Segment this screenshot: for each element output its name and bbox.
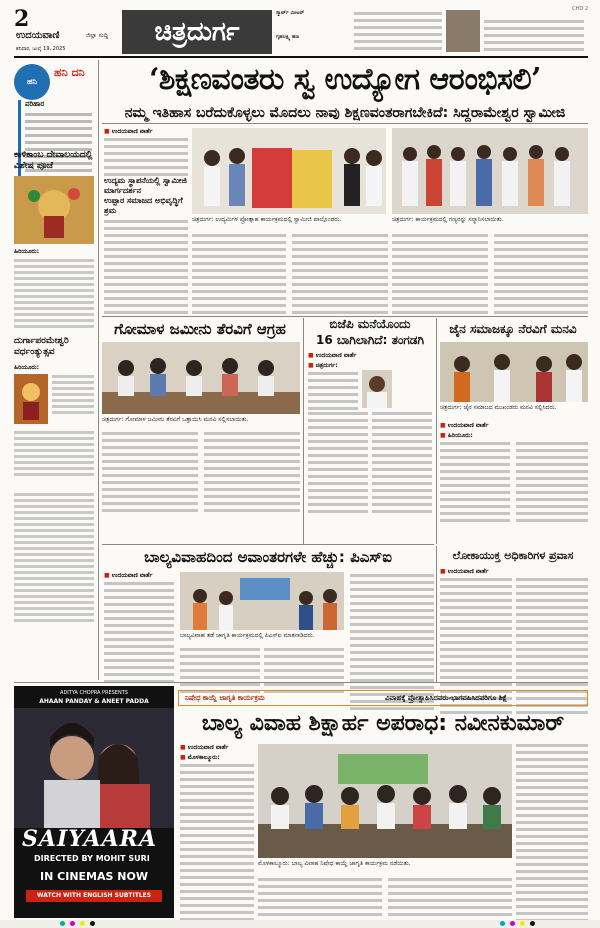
registration-dot-yellow-2	[520, 921, 525, 926]
registration-dot-magenta-2	[510, 921, 515, 926]
lead-photo-1	[192, 128, 386, 214]
sidebar-story-2-head: ದುರ್ಗಾಪರಮೇಶ್ವರಿ ವರ್ಧಂತ್ಯುತ್ಸವ	[14, 336, 69, 357]
legal-awareness-photo	[258, 744, 512, 858]
section-rule-2	[102, 544, 434, 545]
portrait-icon	[362, 370, 392, 408]
poster-couple-icon	[14, 708, 174, 828]
lokayukta-byline: ■ ಉದಯವಾಣಿ ವಾರ್ತೆ	[440, 568, 488, 576]
teaser-photo	[446, 10, 480, 52]
bjp-headline-1: ಬಿಜೆಪಿ ಮನೆಯೊಂದು	[329, 317, 411, 331]
child-photo	[180, 572, 344, 630]
deity-photo	[14, 374, 48, 424]
registration-dot-cyan-2	[500, 921, 505, 926]
registration-strip	[0, 920, 600, 928]
jain-headline: ಜೈನ ಸಮಾಜಕ್ಕೂ ನೆರವಿಗೆ ಮನವಿ	[449, 322, 577, 336]
lead-text-col-3	[292, 234, 388, 318]
lead-headline: ‘ಶಿಕ್ಷಣವಂತರು ಸ್ವ ಉದ್ಯೋಗ ಆರಂಭಿಸಲಿ’	[148, 62, 542, 97]
lead-byline: ■ ಉದಯವಾಣಿ ವಾರ್ತೆ	[104, 128, 152, 136]
naveen-dateline: ■ ಮೊಳಕಾಲ್ಮೂರು:	[180, 754, 220, 762]
meeting-photo	[102, 342, 300, 414]
naveen-byline: ■ ಉದಯವಾಣಿ ವಾರ್ತೆ	[180, 744, 228, 752]
column-rule-2	[303, 318, 304, 544]
lead-text-col-5	[494, 234, 588, 318]
lokayukta-headline: ಲೋಕಾಯುಕ್ತ ಅಧಿಕಾರಿಗಳ ಪ್ರವಾಸ	[452, 549, 574, 562]
child-caption: ಬಾಲ್ಯವಿವಾಹ ತಡೆ ಜಾಗೃತಿ ಕಾರ್ಯಕ್ರಮದಲ್ಲಿ ಪಿಎಸ್‌ಐ ಮಾತನಾಡಿದರು.	[180, 632, 315, 639]
child-marriage-headline: ಬಾಲ್ಯವಿವಾಹದಿಂದ ಅವಾಂತರಗಳೇ ಹೆಚ್ಚು: ಪಿಎಸ್‌ಐ	[144, 548, 392, 566]
teaser-2-title: ಗೃಹಲಕ್ಷ್ಮಿ ಹಣ	[276, 34, 299, 40]
naveen-text-4	[516, 744, 588, 928]
naveen-photo	[258, 744, 512, 858]
jain-caption: ಚಿತ್ರದುರ್ಗ: ಜೈನ ಸಮಾಜದ ಮುಖಂಡರು ಮನವಿ ಸಲ್ಲಿಸಿದರು.	[440, 404, 557, 411]
felicitation-photo	[392, 128, 588, 214]
page-number: 2	[14, 6, 30, 32]
column-rule-3	[436, 318, 437, 544]
registration-dot-magenta	[70, 921, 75, 926]
lead-subheadline: ನಮ್ಮ ಇತಿಹಾಸ ಬರೆದುಕೊಳ್ಳಲು ಮೊದಲು ನಾವು ಶಿಕ್ಷಣವಂತರಾಗಬೇಕಿದೆ: ಸಿದ್ದರಾಮೇಶ್ವರ ಸ್ವಾಮೀಜಿ	[102, 102, 588, 124]
sidebar-box-title: ಪರಿಹಾರ	[25, 100, 45, 108]
bjp-text-2	[372, 412, 432, 517]
sidebar-notice-text	[14, 490, 94, 625]
jain-text-2	[516, 442, 588, 526]
lead-photo-2	[392, 128, 588, 214]
paper-date: ಶನಿವಾರ, ಜುಲೈ 19, 2025	[16, 46, 66, 52]
sidebar-story-1-head: ಕಾಳಿಕಾಂಬ ದೇವಾಲಯದಲ್ಲಿ ವಿಶೇಷ ಪೂಜೆ	[14, 150, 93, 171]
naveen-text-1	[180, 764, 254, 928]
bjp-dateline: ■ ಚಿತ್ರದುರ್ಗ:	[308, 362, 338, 370]
bjp-headline-2: 16 ಬಾಗಿಲಾಗಿದೆ: ತಂಗಡಗಿ	[315, 333, 425, 347]
minister-photo	[362, 370, 392, 408]
child-byline: ■ ಉದಯವಾಣಿ ವಾರ್ತೆ	[104, 572, 152, 580]
lead-text-col-2	[192, 234, 286, 318]
awareness-program-photo	[180, 572, 344, 630]
deity-icon	[14, 374, 48, 424]
jain-photo	[440, 342, 588, 402]
advert-director: DIRECTED BY MOHIT SURI	[34, 854, 150, 863]
strap-right: ವಿವಾಹಕ್ಕೆ ಪ್ರೋತ್ಸಾಹಿಸಿದವರು-ಭಾಗವಹಿಸಿದವರಿಗೂ ಶಿಕ್ಷೆ	[385, 694, 508, 702]
registration-dot-cyan	[60, 921, 65, 926]
lead-caption-1: ಚಿತ್ರದುರ್ಗ: ಉದ್ಯಮಿಗಳ ಪ್ರೋತ್ಸಾಹ ಕಾರ್ಯಕ್ರಮದಲ್ಲಿ ಸ್ವಾಮೀಜಿ ಪಾಲ್ಗೊಂಡರು.	[192, 216, 342, 223]
lead-point-1: ಉದ್ಯಮ ಸ್ಥಾಪನೆಯಲ್ಲಿ ಸ್ವಾಮೀಜಿ ಮಾರ್ಗದರ್ಶನ	[104, 176, 187, 195]
gomala-text-1	[102, 432, 198, 516]
column-rule-4	[436, 546, 437, 682]
section-rule-3	[14, 682, 588, 683]
jain-byline: ■ ಉದಯವಾಣಿ ವಾರ್ತೆ	[440, 422, 488, 430]
lead-point-2: ಉಪ್ಪಾರ ಸಮಾಜದ ಅಭಿವೃದ್ಧಿಗೆ ಶ್ರಮ	[104, 196, 183, 215]
left-column	[14, 60, 96, 660]
advert-producer: ADITYA CHOPRA PRESENTS	[60, 690, 128, 696]
temple-photo	[14, 176, 94, 244]
paper-tag: ಜಿಲ್ಲಾ ಸುದ್ದಿ	[86, 32, 109, 39]
registration-dot-black	[90, 921, 95, 926]
gomala-caption: ಚಿತ್ರದುರ್ಗ: ಗೋಮಾಳ ಜಮೀನು ತೆರವಿಗೆ ಒತ್ತಾಯಿಸಿ ಮನವಿ ಸಲ್ಲಿಸಲಾಯಿತು.	[102, 416, 249, 423]
bjp-byline: ■ ಉದಯವಾಣಿ ವಾರ್ತೆ	[308, 352, 356, 360]
teaser-1-title: ಸ್ಮಾರ್ಟ್ ಮೀಟರ್	[276, 10, 305, 16]
lead-caption-2: ಚಿತ್ರದುರ್ಗ: ಕಾರ್ಯಕ್ರಮದಲ್ಲಿ ಗಣ್ಯರನ್ನು ಸನ್ಮಾನಿಸಲಾಯಿತು.	[392, 216, 504, 223]
advert-title: SAIYAARA	[22, 826, 158, 852]
registration-dot-yellow	[80, 921, 85, 926]
sidebar-story-1-text	[14, 256, 94, 331]
column-title: ಹನಿ ದನಿ	[54, 66, 85, 79]
sidebar-story-2-text-a	[52, 372, 94, 417]
column-logo: ಹನಿ	[14, 64, 50, 100]
teaser-1	[276, 10, 350, 17]
teaser-text-2	[484, 20, 584, 55]
lead-text-col-1	[104, 220, 188, 318]
bjp-text-top	[308, 372, 358, 414]
lead-intro-text	[104, 138, 188, 180]
jain-dateline: ■ ಹಿರಿಯೂರು:	[440, 432, 473, 440]
page-code: CHD 2	[572, 6, 588, 12]
bjp-text-1	[308, 412, 368, 517]
sidebar-story-2-text-b	[14, 428, 94, 479]
event-stage-photo	[192, 128, 386, 214]
edition-title: ಚಿತ್ರದುರ್ಗ	[122, 10, 272, 54]
strap-left: ನಿಷೇಧ ಕಾಯ್ದೆ ಜಾಗೃತಿ ಕಾರ್ಯಕ್ರಮ	[185, 694, 265, 702]
gomala-photo	[102, 342, 300, 414]
advert-cast: AHAAN PANDAY & ANEET PADDA	[39, 698, 149, 705]
paper-name: ಉದಯವಾಣಿ	[16, 30, 60, 41]
column-rule	[98, 60, 99, 680]
ceremony-photo	[440, 342, 588, 402]
naveen-caption: ಮೊಳಕಾಲ್ಮೂರು: ಬಾಲ್ಯ ವಿವಾಹ ನಿಷೇಧ ಕಾಯ್ದೆ ಜಾಗೃತಿ ಕಾರ್ಯಕ್ರಮ ನಡೆಯಿತು.	[258, 860, 411, 867]
temple-deity-icon	[14, 176, 94, 244]
jain-text-1	[440, 442, 510, 526]
sidebar-dateline-1: ಹಿರಿಯೂರು:	[14, 248, 40, 255]
lead-text-col-4	[392, 234, 488, 318]
naveen-headline: ಬಾಲ್ಯ ವಿವಾಹ ಶಿಕ್ಷಾರ್ಹ ಅಪರಾಧ: ನವೀನಕುಮಾರ್	[201, 711, 565, 736]
masthead	[14, 6, 588, 58]
gomala-headline: ಗೋಮಾಳ ಜಮೀನು ತೆರವಿಗೆ ಆಗ್ರಹ	[114, 320, 286, 338]
advert-cinemas: IN CINEMAS NOW	[40, 870, 148, 883]
advert-subtitles: WATCH WITH ENGLISH SUBTITLES	[26, 890, 162, 902]
strapline	[178, 690, 588, 706]
registration-dot-black-2	[530, 921, 535, 926]
gomala-text-2	[204, 432, 300, 516]
movie-advertisement	[14, 686, 174, 918]
teaser-text	[354, 12, 442, 54]
sidebar-dateline-2: ಹಿರಿಯೂರು:	[14, 364, 40, 371]
teaser-2	[276, 34, 350, 41]
